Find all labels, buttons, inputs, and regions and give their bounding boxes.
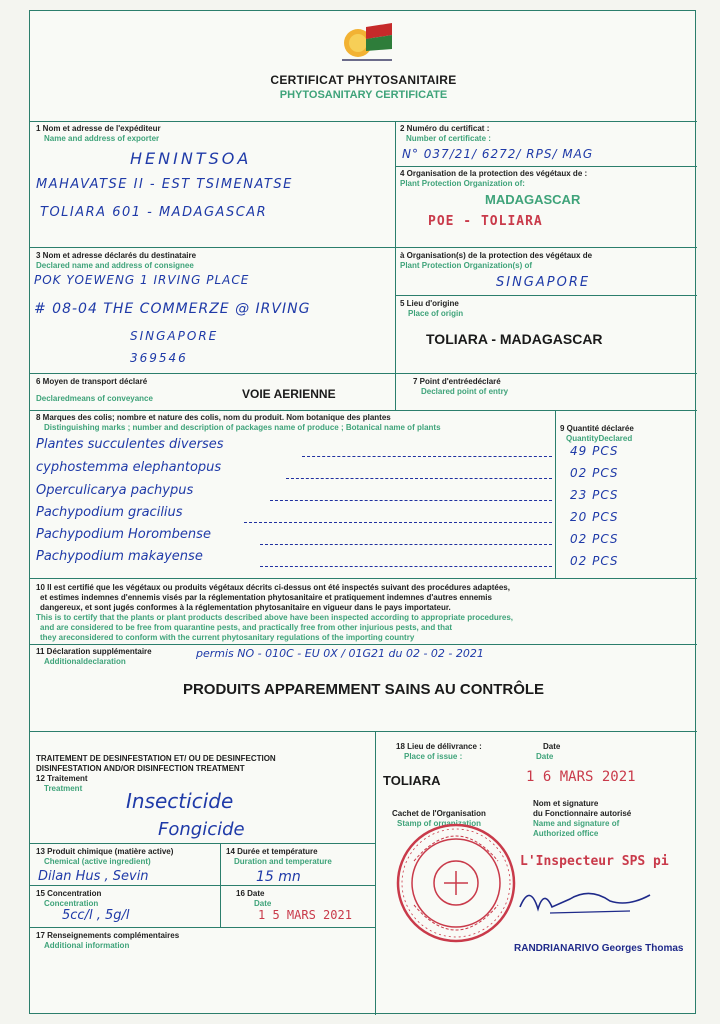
permit-reference: permis NO - 010C - EU 0X / 01G21 du 02 - 02 - 2021 <box>196 647 484 660</box>
treatment-value-1: Insecticide <box>126 789 234 813</box>
issue-date-label-en: Date <box>536 752 554 761</box>
goods-item-name: Pachypodium Horombense <box>36 527 211 542</box>
ppo-destination-label: à Organisation(s) de la protection des végétaux de <box>400 251 593 260</box>
officer-label-2: du Fonctionnaire autorisé <box>533 809 632 818</box>
consignee-name: POK YOEWENG 1 IRVING PLACE <box>34 273 250 287</box>
stamp-label-en: Stamp of organization <box>397 819 481 828</box>
divider <box>30 373 697 374</box>
officer-signature <box>510 877 660 923</box>
divider <box>375 731 376 1015</box>
goods-item-qty: 23 PCS <box>570 488 619 502</box>
certification-en-2: and are considered to be free from quarantine pests, and practically free from other injurious pests, and that <box>40 623 453 632</box>
treatment-date-stamp: 1 5 MARS 2021 <box>258 908 352 922</box>
inspector-stamp: L'Inspecteur SPS pi <box>520 854 669 869</box>
title-fr: CERTIFICAT PHYTOSANITAIRE <box>270 73 457 87</box>
goods-item-name: Plantes succulentes diverses <box>36 437 224 452</box>
treatment-date-label: 16 Date <box>236 889 265 898</box>
place-of-origin-label-en: Place of origin <box>408 309 464 318</box>
certification-fr-2: et estimes indemnes d'ennemis visés par la réglementation phytosanitaire et pratiquement indemnes d'autres ennemis <box>40 593 492 602</box>
divider <box>30 247 697 248</box>
issue-date-stamp: 1 6 MARS 2021 <box>526 769 636 785</box>
concentration-label-en: Concentration <box>44 899 99 908</box>
treatment-date-label-en: Date <box>254 899 272 908</box>
emblem-logo <box>336 21 396 65</box>
goods-item-qty: 02 PCS <box>570 466 619 480</box>
duration-value: 15 mn <box>256 869 301 885</box>
consignee-label-en: Declared name and address of consignee <box>36 261 194 270</box>
divider <box>395 121 396 411</box>
consignee-address-2: SINGAPORE <box>130 329 219 343</box>
official-seal <box>394 821 518 945</box>
point-of-entry-label: 7 Point d'entréedéclaré <box>413 377 501 386</box>
goods-item-name: Operculicarya pachypus <box>36 483 194 498</box>
officer-name: RANDRIANARIVO Georges Thomas <box>514 943 684 954</box>
goods-item-qty: 49 PCS <box>570 444 619 458</box>
chemical-label: 13 Produit chimique (matière active) <box>36 847 174 856</box>
divider <box>30 410 697 411</box>
dash-leader <box>260 544 552 545</box>
additional-declaration-label: 11 Déclaration supplémentaire <box>36 647 152 656</box>
certificate-number-value: N° 037/21/ 6272/ RPS/ MAG <box>402 147 594 161</box>
title-en: PHYTOSANITARY CERTIFICATE <box>279 89 448 101</box>
ppo-destination-value: SINGAPORE <box>496 275 591 290</box>
additional-declaration-label-en: Additionaldeclaration <box>44 657 126 666</box>
duration-label-en: Duration and temperature <box>234 857 332 866</box>
concentration-label: 15 Concentration <box>36 889 102 898</box>
officer-label-en-1: Name and signature of <box>533 819 620 828</box>
further-info-label-en: Additional information <box>44 941 130 950</box>
divider <box>30 578 697 579</box>
treatment-header-fr: TRAITEMENT DE DESINFESTATION ET/ OU DE DESINFECTION <box>36 754 276 763</box>
treatment-label-en: Treatment <box>44 784 83 793</box>
divider <box>30 121 697 122</box>
divider <box>555 410 556 578</box>
health-statement: PRODUITS APPAREMMENT SAINS AU CONTRÔLE <box>182 681 545 698</box>
consignee-address-1: # 08-04 THE COMMERZE @ IRVING <box>34 301 311 317</box>
further-info-label: 17 Renseignements complémentaires <box>36 931 180 940</box>
certificate-number-label-en: Number of certificate : <box>406 134 491 143</box>
consignee-label: 3 Nom et adresse déclarés du destinataire <box>36 251 197 260</box>
goods-label: 8 Marques des colis; nombre et nature des colis, nom du produit. Nom botanique des plantes <box>36 413 391 422</box>
certification-fr-1: 10 Il est certifié que les végétaux ou produits végétaux décrits ci-dessus ont été inspectés suivant des procédures adaptées, <box>36 583 510 592</box>
certification-en-3: they areconsidered to conform with the current phytosanitary regulations of the importing country <box>40 633 415 642</box>
goods-item-name: cyphostemma elephantopus <box>36 460 222 475</box>
divider <box>395 295 697 296</box>
concentration-value: 5cc/l , 5g/l <box>62 908 130 923</box>
exporter-address-2: TOLIARA 601 - MADAGASCAR <box>40 205 268 220</box>
dash-leader <box>270 500 552 501</box>
quantity-label: 9 Quantité déclarée <box>560 424 634 433</box>
place-of-origin-label: 5 Lieu d'origine <box>400 299 459 308</box>
dash-leader <box>302 456 552 457</box>
place-of-origin-value: TOLIARA - MADAGASCAR <box>426 331 603 347</box>
certification-en-1: This is to certify that the plants or plant products described above have been inspected according to appropriate procedures, <box>36 613 513 622</box>
ppo-origin-value: MADAGASCAR <box>485 192 581 207</box>
divider <box>30 731 697 732</box>
certification-fr-3: dangereux, et sont jugés conformes à la réglementation phytosanitaire en vigueur dans le pays importateur. <box>40 603 451 612</box>
place-of-issue-label-en: Place of issue : <box>404 752 463 761</box>
goods-item-qty: 02 PCS <box>570 554 619 568</box>
goods-item-qty: 02 PCS <box>570 532 619 546</box>
poe-stamp: POE - TOLIARA <box>428 214 543 229</box>
ppo-origin-label: 4 Organisation de la protection des végétaux de : <box>400 169 588 178</box>
divider <box>30 885 375 886</box>
stamp-label: Cachet de l'Organisation <box>392 809 486 818</box>
dash-leader <box>244 522 552 523</box>
transport-value: VOIE AERIENNE <box>242 387 336 401</box>
treatment-value-2: Fongicide <box>158 819 245 840</box>
transport-label-en: Declaredmeans of conveyance <box>36 394 153 403</box>
place-of-issue-value: TOLIARA <box>383 773 441 788</box>
ppo-destination-label-en: Plant Protection Organization(s) of <box>400 261 533 270</box>
consignee-postal-code: 369546 <box>130 351 188 365</box>
treatment-header-en: DISINFESTATION AND/OR DISINFECTION TREATMENT <box>36 764 245 773</box>
transport-label: 6 Moyen de transport déclaré <box>36 377 148 386</box>
exporter-address-1: MAHAVATSE II - EST TSIMENATSE <box>36 177 293 192</box>
goods-label-en: Distinguishing marks ; number and description of packages name of produce ; Botanical name of plants <box>44 423 441 432</box>
place-of-issue-label: 18 Lieu de délivrance : <box>396 742 482 751</box>
goods-item-name: Pachypodium gracilius <box>36 505 183 520</box>
goods-item-qty: 20 PCS <box>570 510 619 524</box>
dash-leader <box>286 478 552 479</box>
divider <box>30 843 375 844</box>
goods-item-name: Pachypodium makayense <box>36 549 203 564</box>
exporter-name: HENINTSOA <box>130 149 252 168</box>
divider <box>30 927 375 928</box>
quantity-label-en: QuantityDeclared <box>566 434 633 443</box>
certificate-page <box>29 10 696 1014</box>
officer-label-en-2: Authorized office <box>533 829 599 838</box>
officer-label-1: Nom et signature <box>533 799 599 808</box>
chemical-label-en: Chemical (active ingredient) <box>44 857 151 866</box>
divider <box>395 166 697 167</box>
issue-date-label: Date <box>543 742 561 751</box>
point-of-entry-label-en: Declared point of entry <box>421 387 509 396</box>
dash-leader <box>260 566 552 567</box>
certificate-number-label: 2 Numéro du certificat : <box>400 124 490 133</box>
ppo-origin-label-en: Plant Protection Organization of: <box>400 179 525 188</box>
chemical-value: Dilan Hus , Sevin <box>38 869 149 884</box>
divider <box>30 644 697 645</box>
treatment-label: 12 Traitement <box>36 774 88 783</box>
exporter-label: 1 Nom et adresse de l'expéditeur <box>36 124 161 133</box>
exporter-label-en: Name and address of exporter <box>44 134 160 143</box>
duration-label: 14 Durée et température <box>226 847 318 856</box>
